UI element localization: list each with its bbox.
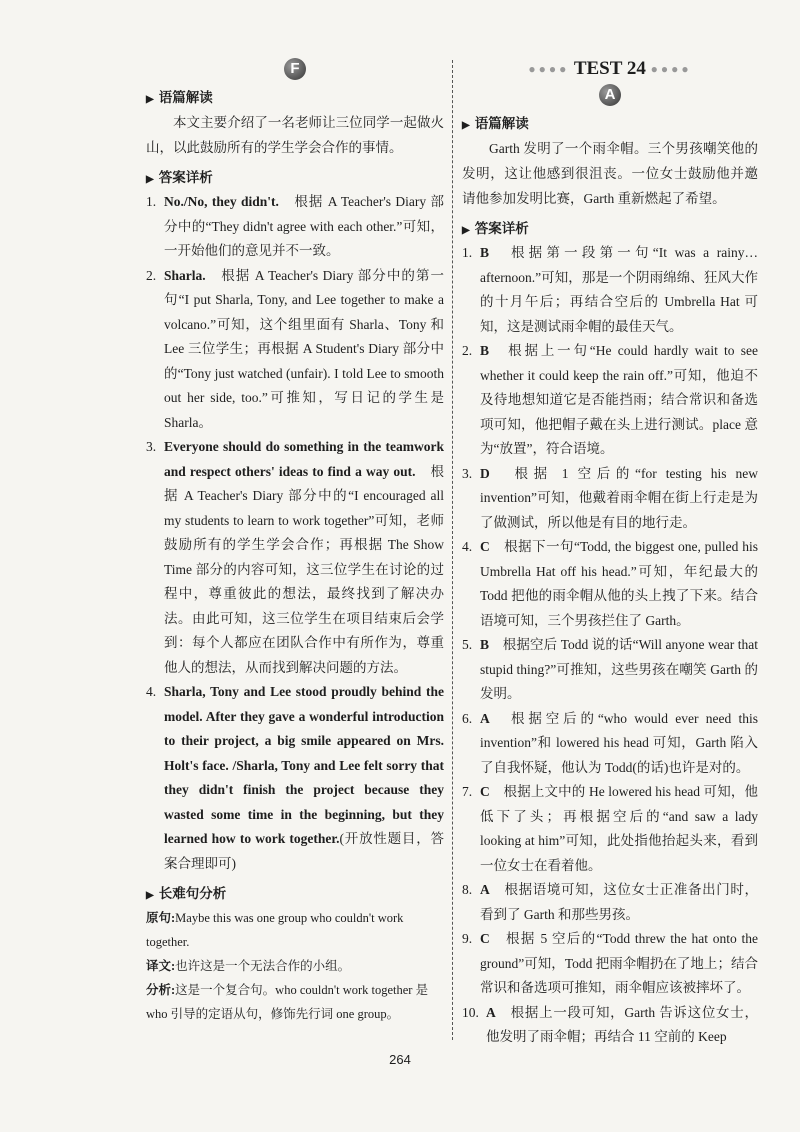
right-column bbox=[462, 58, 758, 1050]
section-badge-f: F bbox=[284, 58, 306, 80]
answer-item: 7. C 根据上文中的 He lowered his head 可知，他低下了头；再根据空后的“and saw a lady looking at him”可知，此处指他抬起头来，看到一位女士在看着他。 bbox=[462, 784, 758, 873]
section-badge-a: A bbox=[599, 84, 621, 106]
section-heading-reading: ▶ 语篇解读 bbox=[462, 116, 529, 131]
answer-item: 4. Sharla, Tony and Lee stood proudly behind the model. After they gave a wonderful introduction to their project, a big smile appeared on Mrs. Holt's face. /Sharla, Tony and Lee felt sorry that they didn't finish the project because they wasted some time in the beginning, but they learned how to work together.(开放性题目，答案合理即可) bbox=[146, 684, 444, 871]
section-heading-answers: ▶ 答案详析 bbox=[146, 170, 213, 185]
triangle-icon: ▶ bbox=[146, 174, 154, 185]
answer-item: 10. A 根据上一段可知，Garth 告诉这位女士，他发明了雨伞帽；再结合 11 空前的 Keep bbox=[462, 1004, 758, 1044]
column-divider bbox=[452, 60, 453, 1040]
answer-item: 1. No./No, they didn't. 根据 A Teacher's Diary 部分中的“They didn't agree with each other.”可知，一开始他们的意见并不一致。 bbox=[146, 194, 444, 258]
answer-item: 4. C 根据下一句“Todd, the biggest one, pulled his Umbrella Hat off his head.”可知，年纪最大的 Todd 把他的雨伞帽从他的头上拽了下来。结合语境可知，三个男孩拦住了 Garth。 bbox=[462, 539, 758, 628]
triangle-icon: ▶ bbox=[146, 94, 154, 105]
answer-item: 5. B 根据空后 Todd 说的话“Will anyone wear that stupid thing?”可推知，这些男孩在嘲笑 Garth 的发明。 bbox=[462, 637, 758, 701]
test-title: ●●●● TEST 24 ●●●● bbox=[528, 58, 692, 79]
triangle-icon: ▶ bbox=[462, 225, 470, 236]
answer-item: 2. Sharla. 根据 A Teacher's Diary 部分中的第一句“I put Sharla, Tony, and Lee together to make a volcano.”可知，这个组里面有 Sharla、Tony 和 Lee 三位学生；再根据 A Student's Diary 部分中的“Tony just watched (unfair). I told Lee to smooth out her side, too.”可推知，写日记的学生是 Sharla。 bbox=[146, 267, 444, 430]
page-number: 264 bbox=[389, 1052, 411, 1067]
section-heading-answers: ▶ 答案详析 bbox=[462, 221, 529, 236]
passage-summary: Garth 发明了一个雨伞帽。三个男孩嘲笑他的发明，这让他感到很沮丧。一位女士鼓励他并邀请他参加发明比赛，Garth 重新燃起了希望。 bbox=[462, 141, 758, 206]
answer-item: 1. B 根据第一段第一句“It was a rainy… afternoon.”可知，那是一个阴雨绵绵、狂风大作的十月午后；再结合空后的 Umbrella Hat 可知，这是测试雨伞帽的最佳天气。 bbox=[462, 245, 758, 334]
answer-item: 3. D 根据 1 空后的“for testing his new invention”可知，他戴着雨伞帽在街上行走是为了做测试，所以他是有目的地行走。 bbox=[462, 465, 758, 530]
dots-decoration: ●●●● bbox=[650, 62, 692, 77]
analysis: 分析:这是一个复合句。who couldn't work together 是 who 引导的定语从句，修饰先行词 one group。 bbox=[146, 983, 429, 1021]
translation: 译文:也许这是一个无法合作的小组。 bbox=[146, 959, 351, 973]
answer-item: 9. C 根据 5 空后的“Todd threw the hat onto the ground”可知，Todd 把雨伞帽扔在了地上；结合常识和备选项可推知，雨伞帽应该被摔坏了。 bbox=[462, 931, 758, 995]
section-heading-reading: ▶ 语篇解读 bbox=[146, 90, 213, 105]
answer-item: 6. A 根据空后的“who would ever need this invention”和 lowered his head 可知，Garth 陷入了自我怀疑，他认为 Todd(的话)也许是对的。 bbox=[462, 710, 758, 775]
dots-decoration: ●●●● bbox=[528, 62, 570, 77]
triangle-icon: ▶ bbox=[146, 890, 154, 901]
answer-item: 3. Everyone should do something in the teamwork and respect others' ideas to find a way out. 根据 A Teacher's Diary 部分中的“I encouraged all my students to learn to work together”可知，老师鼓励所有的学生学会合作；再根据 The Show Time 部分的内容可知，这三位学生在讨论的过程中，尊重彼此的想法，最终找到了解决办法。由此可知，这三位学生在项目结束后会学到：每个人都应在团队合作中有所作为，尊重他人的想法，从而找到解决问题的方法。 bbox=[146, 439, 444, 675]
answer-item: 8. A 根据语境可知，这位女士正准备出门时，看到了 Garth 和那些男孩。 bbox=[462, 882, 758, 922]
answer-item: 2. B 根据上一句“He could hardly wait to see whether it could keep the rain off.”可知，他迫不及待地想知道它是否能挡雨；结合常识和备选项可知，他把帽子戴在头上进行测试。place 意为“放置”，符合语境。 bbox=[462, 343, 758, 456]
section-heading-sentence: ▶ 长难句分析 bbox=[146, 886, 227, 901]
passage-summary: 本文主要介绍了一名老师让三位同学一起做火山，以此鼓励所有的学生学会合作的事情。 bbox=[146, 115, 444, 155]
left-column bbox=[146, 58, 444, 1026]
triangle-icon: ▶ bbox=[462, 120, 470, 131]
original-sentence: 原句:Maybe this was one group who couldn't work together. bbox=[146, 911, 404, 949]
